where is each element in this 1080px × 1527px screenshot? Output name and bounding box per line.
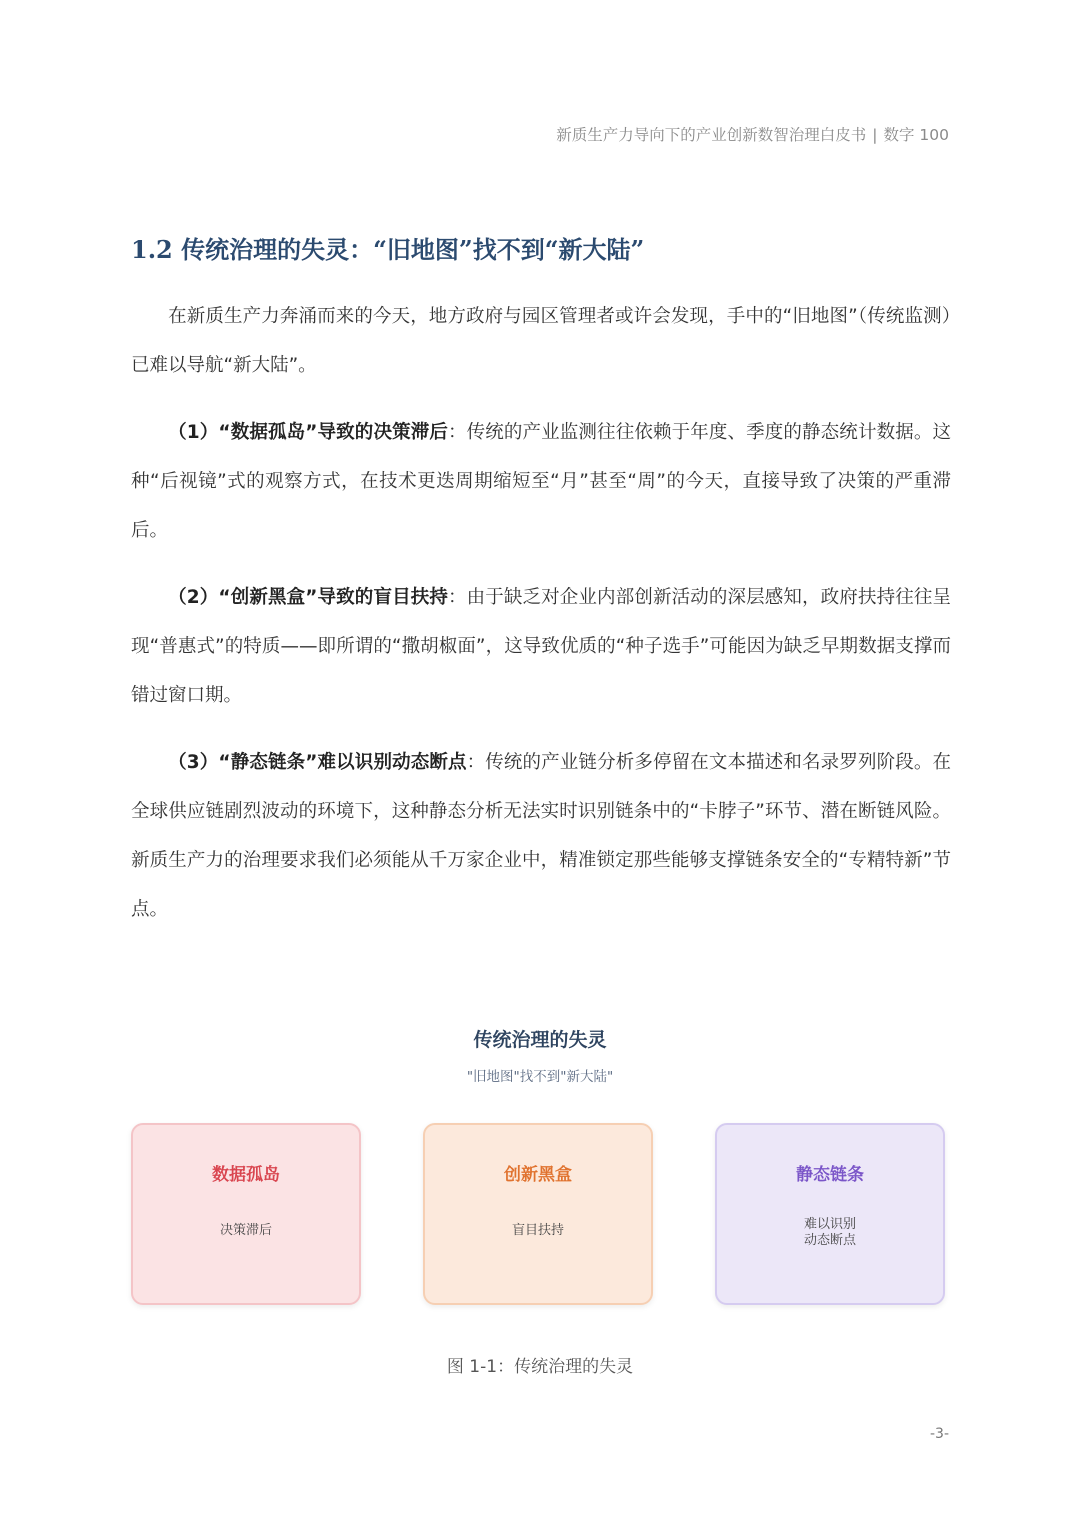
paragraph-2 [131, 573, 951, 720]
paragraph-1 [131, 408, 951, 555]
card-title: 数据孤岛 [212, 1165, 280, 1185]
figure-subtitle: "旧地图"找不到"新大陆" [466, 1069, 614, 1085]
card-description: 决策滞后 [219, 1223, 272, 1238]
paragraph-3 [131, 738, 951, 934]
card-title: 静态链条 [796, 1165, 864, 1185]
paragraph-1-label: （1）“数据孤岛”导致的决策滞后 [168, 422, 448, 443]
paragraph-3-text: ：传统的产业链分析多停留在文本描述和名录罗列阶段。在全球供应链剧烈波动的环境下，这种静态分析无法实时识别链条中的“卡脖子”环节、潜在断链风险。新质生产力的治理要求我们必须能从千万家企业中，精准锁定那些能够支撑链条安全的“专精特新”节点。 [131, 752, 951, 920]
paragraph-3-label: （3）“静态链条”难以识别动态断点 [168, 752, 467, 773]
card-title: 创新黑盒 [504, 1165, 572, 1185]
paragraph-1-text: ：传统的产业监测往往依赖于年度、季度的静态统计数据。这种“后视镜”式的观察方式，在技术更迭周期缩短至“月”甚至“周”的今天，直接导致了决策的严重滞后。 [131, 422, 951, 541]
intro-paragraph [131, 292, 951, 390]
card-static-chain [715, 1123, 945, 1305]
section-title: 1.2 传统治理的失灵：“旧地图”找不到“新大陆” [131, 235, 645, 264]
intro-text: 在新质生产力奔涌而来的今天，地方政府与园区管理者或许会发现，手中的“旧地图”（传统监测）已难以导航“新大陆”。 [131, 306, 951, 376]
card-description: 难以识别 动态断点 [803, 1217, 856, 1248]
card-data-island [131, 1123, 361, 1305]
figure-diagram [112, 1000, 968, 1330]
page-number: -3- [929, 1426, 949, 1442]
paragraph-2-label: （2）“创新黑盒”导致的盲目扶持 [168, 587, 448, 608]
header-brand: 数字 100 [883, 126, 949, 144]
card-innovation-blackbox [423, 1123, 653, 1305]
figure-title: 传统治理的失灵 [473, 1029, 607, 1051]
paragraph-2-text: ：由于缺乏对企业内部创新活动的深层感知，政府扶持往往呈现“普惠式”的特质——即所谓的“撒胡椒面”，这导致优质的“种子选手”可能因为缺乏早期数据支撑而错过窗口期。 [131, 587, 951, 706]
header-separator: | [872, 126, 878, 144]
running-header [556, 123, 949, 145]
card-description: 盲目扶持 [511, 1223, 564, 1238]
header-title: 新质生产力导向下的产业创新数智治理白皮书 [556, 126, 867, 144]
figure-caption: 图 1-1：传统治理的失灵 [446, 1357, 634, 1377]
